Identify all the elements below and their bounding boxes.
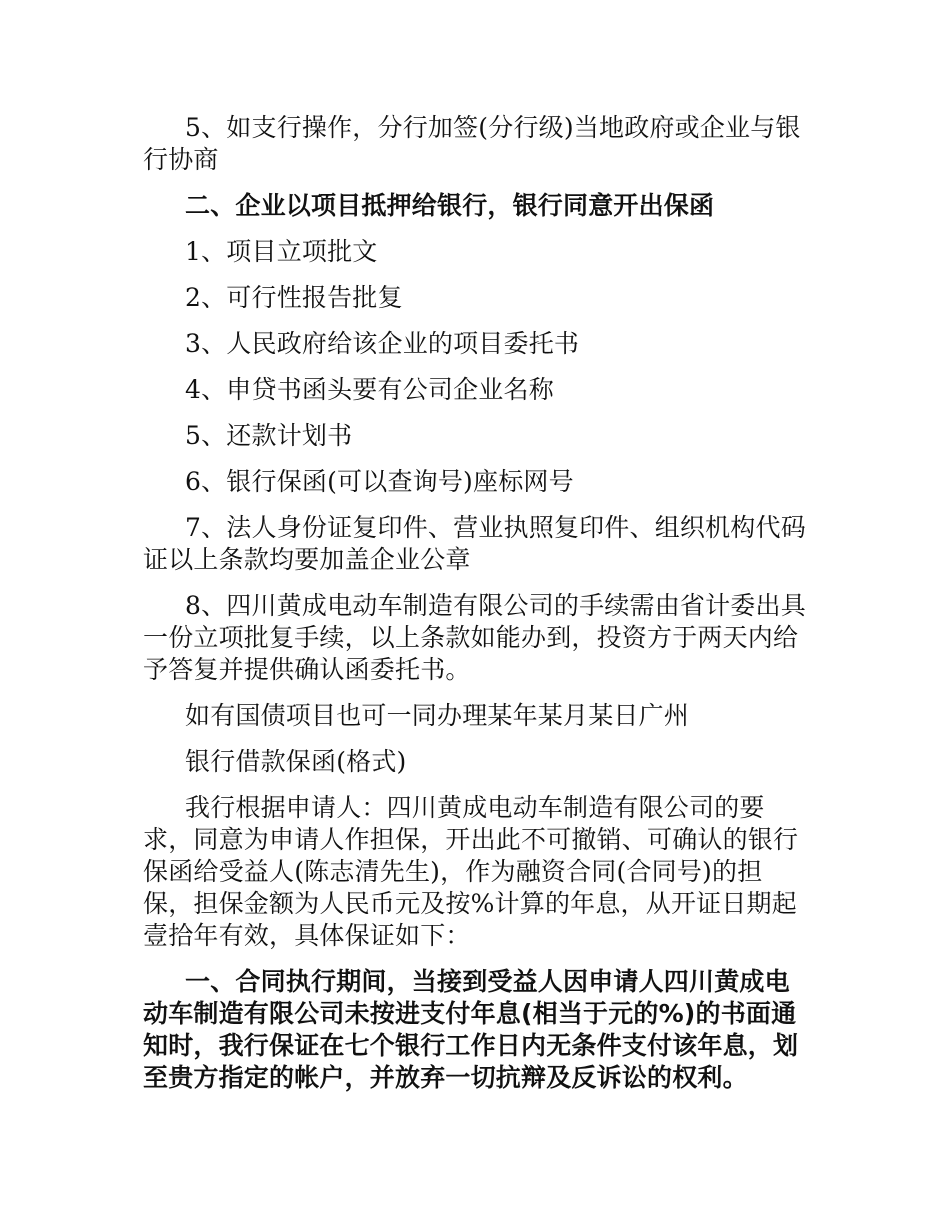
list-item-loan-letterhead: 4、申贷书函头要有公司企业名称 [185,375,554,404]
paragraph-branch-operation: 5、如支行操作，分行加签(分行级)当地政府或企业与银行协商 [143,113,801,174]
paragraph-guarantee-statement: 我行根据申请人：四川黄成电动车制造有限公司的要求，同意为申请人作担保，开出此不可撤销、可确认的银行保函给受益人(陈志清先生)，作为融资合同(合同号)的担保，担保金额为人民币元及按%计算的年息，从开证日期起壹拾年有效，具体保证如下： [143,793,799,950]
paragraph-guarantee-format-title: 银行借款保函(格式) [185,747,407,776]
list-item-legal-documents: 7、法人身份证复印件、营业执照复印件、组织机构代码证以上条款均要加盖企业公章 [143,513,806,574]
section-heading-project-mortgage: 二、企业以项目抵押给银行，银行同意开出保函 [185,191,715,220]
paragraph-national-debt: 如有国债项目也可一同办理某年某月某日广州 [185,701,690,730]
list-item-project-approval: 1、项目立项批文 [185,237,378,266]
document-body [143,112,811,1108]
list-item-repayment-plan: 5、还款计划书 [185,421,353,450]
list-item-bank-guarantee: 6、银行保函(可以查询号)座标网号 [185,467,574,496]
list-item-government-entrustment: 3、人民政府给该企业的项目委托书 [185,329,580,358]
list-item-feasibility-report: 2、可行性报告批复 [185,283,403,312]
list-item-provincial-approval: 8、四川黄成电动车制造有限公司的手续需由省计委出具一份立项批复手续，以上条款如能办到，投资方于两天内给予答复并提供确认函委托书。 [143,591,806,684]
paragraph-guarantee-clause-one: 一、合同执行期间，当接到受益人因申请人四川黄成电动车制造有限公司未按进支付年息(相当于元的%)的书面通知时，我行保证在七个银行工作日内无条件支付该年息，划至贵方指定的帐户，并放弃一切抗辩及反诉讼的权利。 [143,967,799,1092]
